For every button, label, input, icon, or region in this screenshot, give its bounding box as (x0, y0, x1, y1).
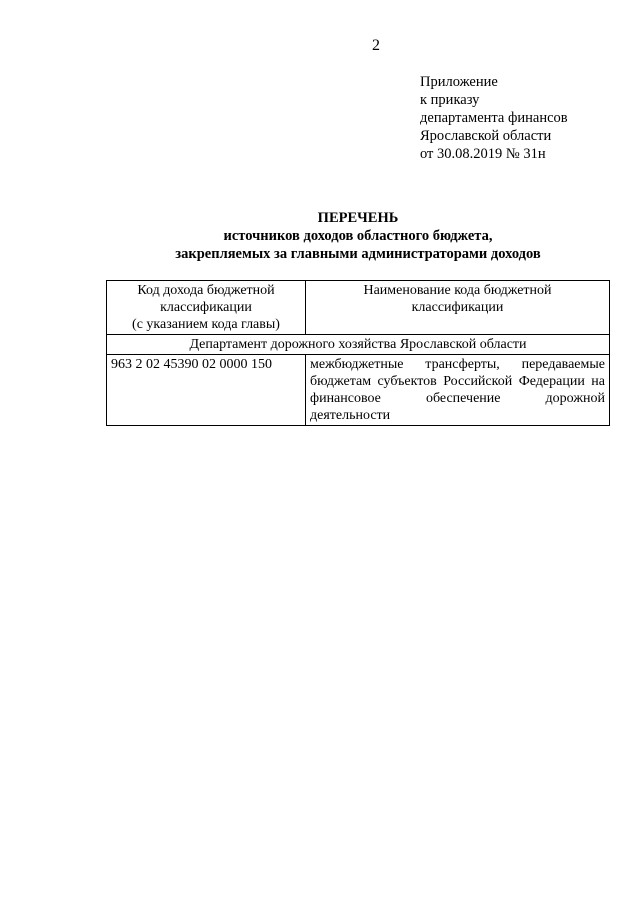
annex-line: от 30.08.2019 № 31н (420, 146, 546, 162)
revenue-sources-table (106, 280, 610, 426)
page-number: 2 (372, 37, 380, 54)
department-name: Департамент дорожного хозяйства Ярославской области (107, 335, 610, 355)
annex-block (420, 73, 568, 163)
annex-line: к приказу (420, 92, 480, 108)
header-line: (с указанием кода главы) (132, 317, 280, 332)
table-header-row (107, 281, 610, 335)
header-line: Код дохода бюджетной (137, 283, 275, 298)
document-title (0, 209, 640, 263)
department-row (107, 335, 610, 355)
annex-line: департамента финансов (420, 110, 568, 126)
table-row (107, 355, 610, 426)
revenue-code: 963 2 02 45390 02 0000 150 (107, 355, 306, 426)
header-line: классификации (160, 300, 252, 315)
header-code (107, 281, 306, 335)
title-line: ПЕРЕЧЕНЬ (317, 210, 399, 226)
title-line: источников доходов областного бюджета, (223, 228, 493, 244)
header-line: Наименование кода бюджетной (363, 283, 552, 298)
header-line: классификации (411, 300, 504, 315)
annex-line: Ярославской области (420, 128, 552, 144)
title-line: закрепляемых за главными администраторами доходов (175, 246, 541, 262)
annex-line: Приложение (420, 74, 498, 90)
header-name (306, 281, 610, 335)
revenue-name: межбюджетные трансферты, передаваемые бюджетам субъектов Российской Федерации на финансовое обеспечение дорожной деятельности (306, 355, 610, 426)
